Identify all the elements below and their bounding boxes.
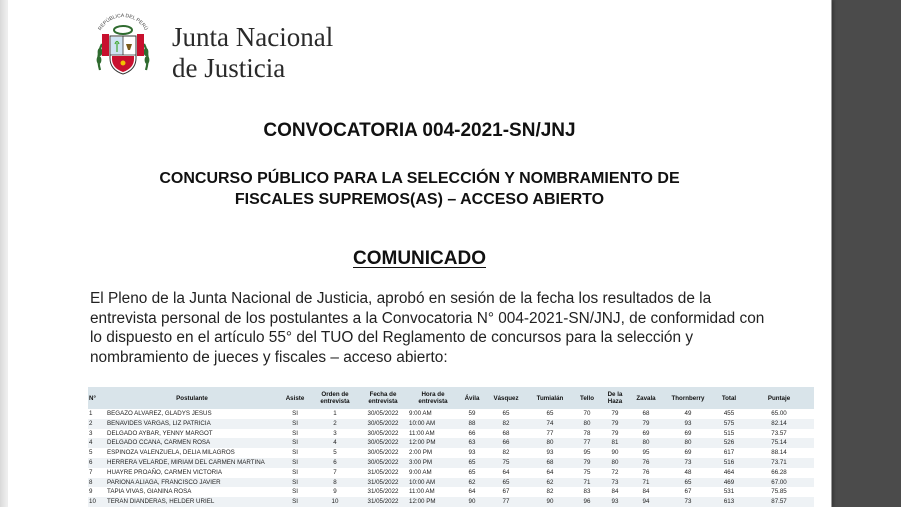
cell-hora: 10:00 AM [408, 478, 458, 488]
cell-de-la-haza: 80 [600, 458, 630, 468]
cell-puntaje: 73.71 [744, 458, 814, 468]
cell-avila: 66 [468, 429, 476, 437]
cell-fecha: 30/05/2022 [367, 410, 399, 417]
cell-asiste: SI [278, 497, 312, 507]
subtitle-line-2: FISCALES SUPREMOS(AS) – ACCESO ABIERTO [234, 191, 605, 208]
cell-number: 7 [89, 468, 93, 476]
cell-vasquez: 75 [486, 458, 526, 468]
cell-orden: 10 [312, 497, 358, 507]
col-header-tello: Tello [574, 387, 600, 409]
cell-fecha: 31/05/2022 [367, 468, 399, 476]
col-header-asiste: Asiste [278, 387, 312, 409]
cell-total: 515 [723, 429, 735, 437]
col-header-total: Total [714, 387, 744, 409]
cell-postulante: BEGAZO ALVAREZ, GLADYS JESUS [107, 410, 212, 417]
cell-asiste: SI [278, 438, 312, 448]
cell-asiste: SI [292, 488, 298, 496]
cell-avila: 62 [458, 478, 486, 488]
cell-postulante: HUAYRE PROAÑO, CARMEN VICTORIA [107, 468, 222, 476]
cell-thornberry: 73 [662, 497, 714, 507]
table-row [88, 419, 814, 429]
cell-hora: 2:00 PM [409, 449, 433, 457]
viewer-scroll-area[interactable] [831, 0, 901, 507]
cell-vasquez: 65 [502, 410, 510, 417]
cell-avila: 93 [468, 449, 476, 457]
cell-orden: 6 [312, 458, 358, 468]
cell-total: 617 [723, 449, 735, 457]
table-row [88, 409, 814, 419]
cell-tello: 77 [574, 438, 600, 448]
cell-puntaje: 88.14 [771, 449, 787, 457]
cell-zavala: 76 [642, 468, 650, 476]
cell-number: 8 [88, 478, 106, 488]
cell-postulante: TAPIA VIVAS, GIANINA ROSA [107, 488, 192, 496]
cell-avila: 65 [468, 468, 476, 476]
table-row [88, 497, 814, 507]
cell-avila: 88 [458, 419, 486, 429]
cell-thornberry: 67 [684, 488, 692, 496]
cell-tumialan: 90 [526, 497, 574, 507]
cell-fecha: 30/05/2022 [358, 419, 408, 429]
col-header-tumialan: Tumialán [526, 387, 574, 409]
cell-thornberry: 65 [662, 478, 714, 488]
document-page[interactable] [8, 0, 832, 507]
cell-thornberry: 49 [684, 410, 692, 417]
table-row [88, 438, 814, 448]
cell-asiste: SI [292, 449, 298, 457]
cell-avila: 63 [458, 438, 486, 448]
cell-thornberry: 73 [662, 458, 714, 468]
cell-total: 613 [714, 497, 744, 507]
cell-number: 10 [88, 497, 106, 507]
cell-tumialan: 68 [526, 458, 574, 468]
cell-vasquez: 64 [502, 468, 510, 476]
cell-total: 526 [714, 438, 744, 448]
col-header-de-la-haza: De la Haza [600, 387, 630, 409]
col-header-puntaje: Puntaje [744, 387, 814, 409]
cell-hora: 11:00 AM [409, 488, 435, 496]
cell-tello: 80 [574, 419, 600, 429]
cell-hora: 3:00 PM [408, 458, 458, 468]
cell-tello: 95 [583, 449, 591, 457]
cell-thornberry: 80 [662, 438, 714, 448]
col-header-vasquez: Vásquez [486, 387, 526, 409]
comunicado-heading: COMUNICADO [353, 248, 486, 269]
cell-asiste: SI [292, 468, 298, 476]
cell-tello: 71 [574, 478, 600, 488]
col-header-zavala: Zavala [630, 387, 662, 409]
cell-fecha: 30/05/2022 [358, 438, 408, 448]
col-header-number: N° [88, 387, 106, 409]
cell-de-la-haza: 79 [611, 429, 619, 437]
cell-de-la-haza: 90 [611, 449, 619, 457]
cell-orden: 7 [333, 468, 337, 476]
cell-tello: 70 [583, 410, 591, 417]
cell-postulante: PARIONA ALIAGA, FRANCISCO JAVIER [106, 478, 278, 488]
cell-fecha: 31/05/2022 [358, 497, 408, 507]
cell-vasquez: 67 [502, 488, 510, 496]
col-header-avila: Ávila [458, 387, 486, 409]
cell-number: 6 [88, 458, 106, 468]
cell-hora: 12:00 PM [408, 438, 458, 448]
cell-puntaje: 82.14 [744, 419, 814, 429]
cell-puntaje: 66.28 [771, 468, 787, 476]
cell-zavala: 76 [630, 458, 662, 468]
cell-total: 464 [723, 468, 735, 476]
cell-de-la-haza: 73 [600, 478, 630, 488]
table-row [88, 448, 814, 458]
cell-tello: 83 [583, 488, 591, 496]
cell-de-la-haza: 79 [611, 410, 619, 417]
convocatoria-title: CONVOCATORIA 004-2021-SN/JNJ [263, 120, 576, 141]
cell-vasquez: 77 [486, 497, 526, 507]
col-header-thornberry: Thornberry [662, 387, 714, 409]
cell-puntaje: 65.00 [771, 410, 787, 417]
results-table-container [88, 387, 814, 507]
col-header-postulante: Postulante [106, 387, 278, 409]
cell-puntaje: 87.57 [744, 497, 814, 507]
cell-vasquez: 68 [502, 429, 510, 437]
subtitle-line-1: CONCURSO PÚBLICO PARA LA SELECCIÓN Y NOMBRAMIENTO DE [159, 170, 680, 187]
col-header-fecha: Fecha de entrevista [358, 387, 408, 409]
cell-number: 5 [89, 449, 93, 457]
cell-de-la-haza: 79 [600, 419, 630, 429]
cell-de-la-haza: 84 [611, 488, 619, 496]
cell-zavala: 94 [630, 497, 662, 507]
cell-tumialan: 80 [526, 438, 574, 448]
cell-vasquez: 65 [486, 478, 526, 488]
cell-thornberry: 69 [684, 449, 692, 457]
cell-number: 3 [89, 429, 93, 437]
cell-vasquez: 82 [502, 449, 510, 457]
cell-postulante: BENAVIDES VARGAS, LIZ PATRICIA [106, 419, 278, 429]
cell-total: 469 [714, 478, 744, 488]
cell-number: 2 [88, 419, 106, 429]
cell-postulante: TERAN DIANDERAS, HELDER URIEL [106, 497, 278, 507]
cell-number: 1 [89, 410, 93, 417]
viewer-gutter [0, 0, 8, 507]
table-row [88, 487, 814, 497]
cell-asiste: SI [292, 429, 298, 437]
seal-text: REPÚBLICA DEL PERÚ [97, 12, 149, 32]
cell-zavala: 69 [642, 429, 650, 437]
cell-avila: 64 [468, 488, 476, 496]
cell-zavala: 71 [630, 478, 662, 488]
cell-thornberry: 93 [662, 419, 714, 429]
organization-name [172, 22, 333, 84]
cell-hora: 11:00 AM [409, 429, 435, 437]
cell-asiste: SI [292, 410, 298, 417]
cell-total: 575 [714, 419, 744, 429]
cell-tumialan: 62 [526, 478, 574, 488]
cell-zavala: 79 [630, 419, 662, 429]
table-row [88, 468, 814, 478]
svg-text:REPÚBLICA DEL PERÚ [97, 13, 150, 32]
table-row [88, 458, 814, 468]
cell-total: 455 [723, 410, 735, 417]
cell-orden: 8 [312, 478, 358, 488]
results-table-body [88, 409, 814, 507]
cell-postulante: DELGADO CCANA, CARMEN ROSA [106, 438, 278, 448]
table-row [88, 478, 814, 488]
cell-fecha: 30/05/2022 [358, 458, 408, 468]
cell-hora: 9:00 AM [409, 468, 432, 476]
cell-thornberry: 69 [684, 429, 692, 437]
cell-avila: 90 [458, 497, 486, 507]
table-row [88, 429, 814, 439]
cell-postulante: DELGADO AYBAR, YENNY MARGOT [107, 429, 213, 437]
cell-vasquez: 82 [486, 419, 526, 429]
cell-tello: 75 [583, 468, 591, 476]
cell-fecha: 31/05/2022 [367, 488, 399, 496]
cell-number: 4 [88, 438, 106, 448]
cell-zavala: 95 [642, 449, 650, 457]
cell-avila: 65 [458, 458, 486, 468]
cell-zavala: 68 [642, 410, 650, 417]
cell-postulante: ESPINOZA VALENZUELA, DELIA MILAGROS [107, 449, 235, 457]
cell-fecha: 30/05/2022 [367, 449, 399, 457]
cell-fecha: 31/05/2022 [358, 478, 408, 488]
cell-number: 9 [89, 488, 93, 496]
cell-orden: 3 [333, 429, 337, 437]
cell-asiste: SI [278, 458, 312, 468]
table-header-row [88, 387, 814, 409]
col-header-orden: Orden de entrevista [312, 387, 358, 409]
cell-de-la-haza: 72 [611, 468, 619, 476]
cell-postulante: HERRERA VELARDE, MIRIAM DEL CARMEN MARTINA [106, 458, 278, 468]
cell-total: 531 [723, 488, 735, 496]
col-header-hora: Hora de entrevista [408, 387, 458, 409]
cell-puntaje: 75.85 [771, 488, 787, 496]
cell-de-la-haza: 93 [600, 497, 630, 507]
cell-avila: 59 [468, 410, 476, 417]
cell-hora: 12:00 PM [408, 497, 458, 507]
cell-zavala: 80 [630, 438, 662, 448]
cell-tello: 96 [574, 497, 600, 507]
cell-hora: 9:00 AM [409, 410, 432, 417]
results-table [88, 387, 814, 507]
cell-puntaje: 73.57 [771, 429, 787, 437]
cell-asiste: SI [278, 478, 312, 488]
cell-orden: 1 [333, 410, 337, 417]
cell-tumialan: 82 [546, 488, 554, 496]
cell-tumialan: 93 [546, 449, 554, 457]
cell-de-la-haza: 81 [600, 438, 630, 448]
cell-puntaje: 67.00 [744, 478, 814, 488]
cell-hora: 10:00 AM [408, 419, 458, 429]
cell-tumialan: 65 [546, 410, 554, 417]
cell-orden: 2 [312, 419, 358, 429]
body-paragraph: El Pleno de la Junta Nacional de Justicia, aprobó en sesión de la fecha los resultados de la entrevista personal de los postulantes a la Convocatoria N° 004-2021-SN/JNJ, de conformidad con lo dispuesto en el artículo 55° del TUO del Reglamento de concursos para la selección y nombramiento de jueces y fiscales – acceso abierto: [90, 290, 765, 366]
cell-fecha: 30/05/2022 [367, 429, 399, 437]
cell-zavala: 84 [642, 488, 650, 496]
cell-tumialan: 64 [546, 468, 554, 476]
peru-coat-of-arms-icon [88, 8, 158, 82]
cell-tumialan: 74 [526, 419, 574, 429]
cell-orden: 5 [333, 449, 337, 457]
cell-vasquez: 66 [486, 438, 526, 448]
cell-thornberry: 48 [684, 468, 692, 476]
cell-total: 516 [714, 458, 744, 468]
org-line-2: de Justicia [172, 53, 286, 83]
cell-asiste: SI [278, 419, 312, 429]
cell-tello: 79 [574, 458, 600, 468]
cell-puntaje: 75.14 [744, 438, 814, 448]
concurso-subtitle [8, 168, 831, 210]
org-line-1: Junta Nacional [172, 22, 334, 52]
cell-tello: 78 [583, 429, 591, 437]
cell-orden: 9 [333, 488, 337, 496]
cell-orden: 4 [312, 438, 358, 448]
cell-tumialan: 77 [546, 429, 554, 437]
